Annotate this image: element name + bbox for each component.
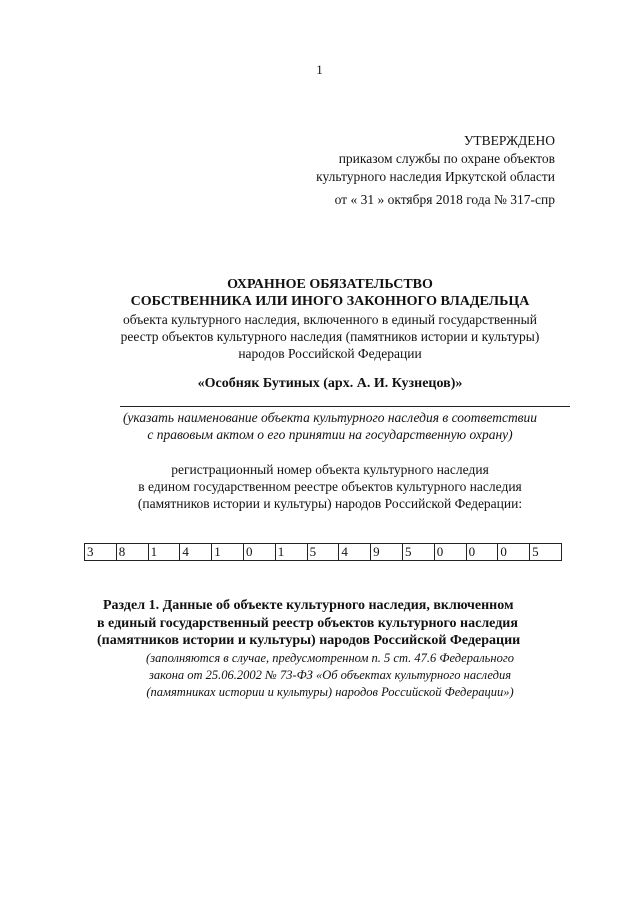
document-subtitle-3: народов Российской Федерации — [238, 346, 422, 361]
registration-number-row — [85, 544, 562, 561]
registration-digit: 3 — [85, 544, 117, 561]
registration-digit: 9 — [371, 544, 403, 561]
registration-digit: 1 — [275, 544, 307, 561]
registration-digit: 5 — [402, 544, 434, 561]
section-1-heading: Раздел 1. Данные об объекте культурного наследия, включенном — [103, 598, 514, 613]
registration-digit: 1 — [148, 544, 180, 561]
document-title-owner: СОБСТВЕННИКА ИЛИ ИНОГО ЗАКОННОГО ВЛАДЕЛЬЦА — [130, 294, 530, 309]
registration-label-3: (памятников истории и культуры) народов Российской Федерации: — [137, 496, 523, 511]
section-1-note-1: (заполняются в случае, предусмотренном п. 5 ст. 47.6 Федерального — [146, 651, 514, 665]
registration-label-1: регистрационный номер объекта культурного наследия — [171, 462, 489, 477]
document-title: ОХРАННОЕ ОБЯЗАТЕЛЬСТВО — [227, 277, 433, 292]
document-subtitle-2: реестр объектов культурного наследия (памятников истории и культуры) — [120, 329, 540, 344]
section-1-note-2: закона от 25.06.2002 № 73-ФЗ «Об объектах культурного наследия — [148, 668, 512, 682]
document-subtitle-1: объекта культурного наследия, включенного в единый государственный — [123, 312, 537, 327]
section-1-heading-2: в единый государственный реестр объектов культурного наследия — [97, 616, 518, 631]
object-name-rule — [120, 406, 570, 407]
section-1-note-3: (памятниках истории и культуры) народов Российской Федерации») — [146, 685, 514, 699]
registration-digit: 1 — [212, 544, 244, 561]
approval-order-line: приказом службы по охране объектов — [338, 151, 555, 166]
registration-label-2: в едином государственном реестре объектов культурного наследия — [138, 479, 522, 494]
object-name-hint-2: с правовым актом о его принятии на государственную охрану) — [147, 427, 513, 442]
registration-digit: 4 — [180, 544, 212, 561]
object-name-hint-1: (указать наименование объекта культурного наследия в соответствии — [122, 410, 538, 425]
approval-heading: УТВЕРЖДЕНО — [463, 133, 555, 148]
registration-digit: 5 — [307, 544, 339, 561]
registration-digit: 0 — [498, 544, 530, 561]
registration-digit: 0 — [434, 544, 466, 561]
approval-authority-line: культурного наследия Иркутской области — [316, 169, 555, 184]
section-1-heading-3: (памятников истории и культуры) народов Российской Федерации — [97, 633, 521, 648]
registration-digit: 4 — [339, 544, 371, 561]
registration-digit: 5 — [530, 544, 562, 561]
registration-digit: 0 — [243, 544, 275, 561]
page-number: 1 — [316, 62, 323, 77]
object-name: «Особняк Бутиных (арх. А. И. Кузнецов)» — [197, 376, 463, 391]
registration-digit: 0 — [466, 544, 498, 561]
registration-number-table — [84, 543, 562, 561]
registration-digit: 8 — [116, 544, 148, 561]
approval-date-line: от « 31 » октября 2018 года № 317-спр — [334, 192, 555, 207]
